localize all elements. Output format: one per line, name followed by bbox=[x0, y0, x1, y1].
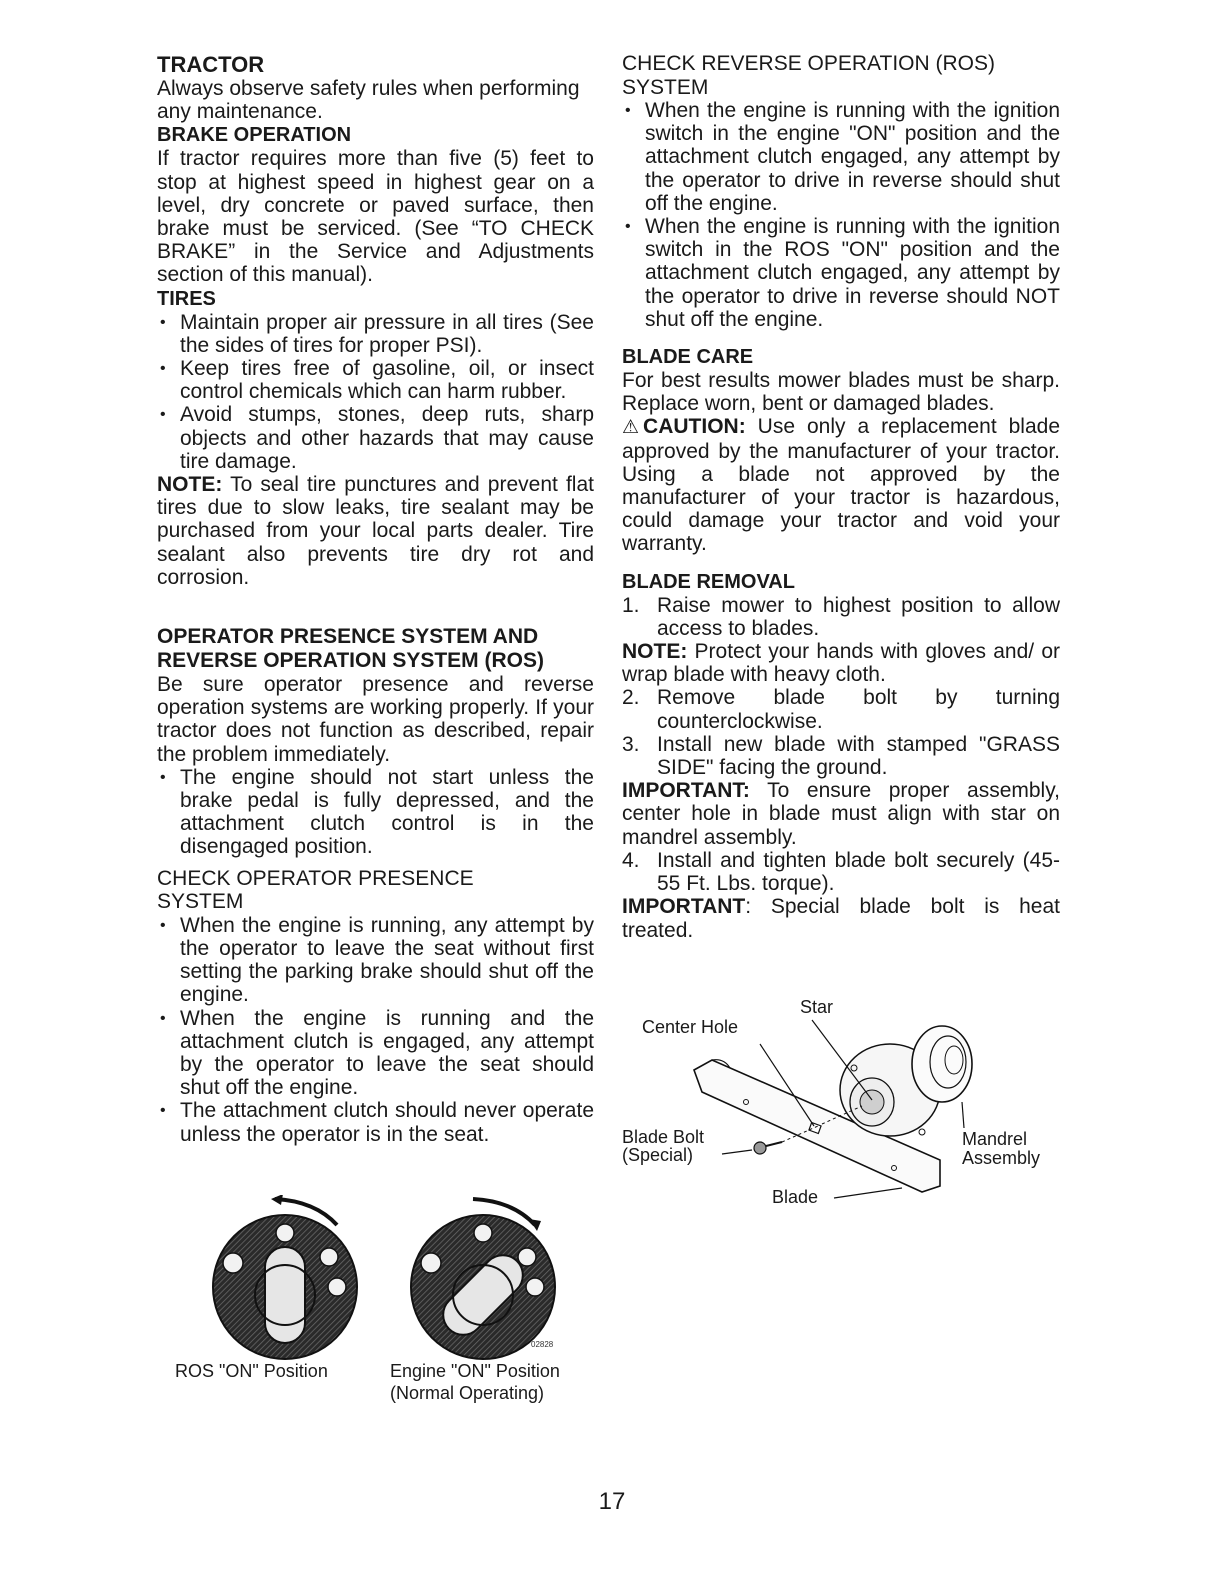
check-ops-list bbox=[157, 914, 594, 1146]
important-note-1 bbox=[622, 779, 1060, 849]
blade-removal-steps-b bbox=[622, 686, 1060, 779]
engine-on-dial bbox=[403, 1195, 563, 1365]
step-number: 4. bbox=[622, 848, 640, 872]
list-item bbox=[622, 686, 1060, 732]
check-ros-heading-line2: SYSTEM bbox=[622, 75, 709, 99]
important-label: IMPORTANT bbox=[622, 895, 746, 919]
ros-dial-drawing bbox=[205, 1195, 365, 1365]
note-text: To seal tire punctures and prevent flat tires due to slow leaks, tire sealant may be purchased from your local parts dealer. Tire sealant also prevents tire dry rot and corrosion. bbox=[157, 473, 594, 589]
ops-heading-line2: REVERSE OPERATION SYSTEM (ROS) bbox=[157, 649, 544, 673]
list-item: • The engine should not start unless the brake pedal is fully depressed, and the attachment clutch control is in the disengaged position. bbox=[157, 766, 594, 859]
part-number: 02828 bbox=[531, 1340, 554, 1349]
blade-care-heading: BLADE CARE bbox=[622, 346, 754, 369]
tires-heading: TIRES bbox=[157, 287, 216, 310]
ros-caption: ROS "ON" Position bbox=[175, 1361, 328, 1381]
tractor-intro: Always observe safety rules when performing any maintenance. bbox=[157, 77, 580, 124]
list-item: • Keep tires free of gasoline, oil, or insect control chemicals which can harm rubber. bbox=[157, 357, 594, 403]
blade-removal-steps-c bbox=[622, 849, 1060, 895]
mandrel-label-line2: Assembly bbox=[962, 1148, 1041, 1168]
center-hole-label: Center Hole bbox=[642, 1017, 739, 1037]
list-item: • The attachment clutch should never operate unless the operator is in the seat. bbox=[157, 1099, 594, 1145]
mandrel-label-line1: Mandrel bbox=[962, 1129, 1028, 1149]
ops-list bbox=[157, 766, 594, 859]
warning-icon: ⚠ bbox=[622, 417, 640, 439]
ops-text: Be sure operator presence and reverse operation systems are working properly. If your tractor does not function as described, repair the problem immediately. bbox=[157, 673, 594, 766]
step-text: Install and tighten blade bolt securely (45-55 Ft. Lbs. torque). bbox=[657, 848, 1060, 896]
tires-note bbox=[157, 473, 594, 589]
blade-assembly-figure bbox=[622, 998, 1062, 1218]
page-number: 17 bbox=[598, 1488, 626, 1515]
tires-list bbox=[157, 311, 594, 473]
tractor-heading: TRACTOR bbox=[157, 52, 265, 77]
ros-on-dial bbox=[205, 1195, 365, 1365]
blade-removal-heading: BLADE REMOVAL bbox=[622, 570, 795, 593]
caution-text: Use only a replacement blade approved by the manufacturer of your tractor. Using a blade not approved by the manufacturer of your tractor is hazardous, could damage your tractor and void your warranty. bbox=[622, 415, 1060, 556]
list-item: • When the engine is running with the ignition switch in the engine "ON" position and the attachment clutch engaged, any attempt by the operator to drive in reverse should shut off the engine. bbox=[622, 99, 1060, 215]
step-number: 2. bbox=[622, 686, 640, 710]
step-text: Install new blade with stamped "GRASS SIDE" facing the ground. bbox=[657, 732, 1060, 780]
important-text: To ensure proper assembly, center hole in blade must align with star on mandrel assembly. bbox=[622, 779, 1060, 849]
engine-dial-drawing bbox=[403, 1195, 563, 1365]
right-column bbox=[622, 52, 1060, 942]
caution-paragraph bbox=[622, 415, 1060, 555]
note-label: NOTE: bbox=[622, 640, 688, 664]
blade-bolt-label-line1: Blade Bolt bbox=[622, 1127, 705, 1147]
blade-label: Blade bbox=[772, 1187, 819, 1207]
step-text: Remove blade bolt by turning counterclockwise. bbox=[657, 686, 1060, 733]
left-column bbox=[157, 52, 594, 1146]
engine-caption-line2: (Normal Operating) bbox=[390, 1383, 545, 1403]
check-ops-heading-line2: SYSTEM bbox=[157, 890, 244, 914]
check-ros-list bbox=[622, 99, 1060, 331]
list-item: • When the engine is running, any attempt by the operator to leave the seat without first setting the parking brake should shut off the engine. bbox=[157, 914, 594, 1007]
note-label: NOTE: bbox=[157, 473, 223, 497]
removal-note bbox=[622, 640, 1060, 686]
engine-caption-line1: Engine "ON" Position bbox=[390, 1361, 560, 1381]
list-item bbox=[622, 849, 1060, 895]
blade-care-text: For best results mower blades must be sharp. Replace worn, bent or damaged blades. bbox=[622, 369, 1060, 416]
step-text: Raise mower to highest position to allow access to blades. bbox=[657, 593, 1060, 640]
step-number: 3. bbox=[622, 732, 640, 756]
brake-text: If tractor requires more than five (5) feet to stop at highest speed in highest gear on a level, dry concrete or paved surface, then brake must be serviced. (See “TO CHECK BRAKE” in the Service and Adjustments section of this manual). bbox=[157, 147, 594, 287]
step-number: 1. bbox=[622, 593, 640, 617]
list-item: • When the engine is running with the ignition switch in the ROS "ON" position and the attachment clutch engaged, any attempt by the operator to drive in reverse should NOT shut off the engine. bbox=[622, 215, 1060, 331]
important-note-2 bbox=[622, 895, 1060, 941]
check-ops-heading-line1: CHECK OPERATOR PRESENCE bbox=[157, 866, 474, 890]
important-text: : Special blade bolt is heat treated. bbox=[622, 895, 1060, 942]
brake-heading: BRAKE OPERATION bbox=[157, 124, 352, 147]
list-item: • Maintain proper air pressure in all tires (See the sides of tires for proper PSI). bbox=[157, 311, 594, 357]
list-item bbox=[622, 594, 1060, 640]
list-item bbox=[622, 733, 1060, 779]
caution-label: CAUTION: bbox=[643, 415, 746, 439]
list-item: • When the engine is running and the attachment clutch is engaged, any attempt by the operator to leave the seat should shut off the engine. bbox=[157, 1007, 594, 1100]
blade-removal-steps-a bbox=[622, 594, 1060, 640]
ignition-dial-figure bbox=[157, 1195, 594, 1415]
list-item: • Avoid stumps, stones, deep ruts, sharp objects and other hazards that may cause tire damage. bbox=[157, 403, 594, 473]
important-label: IMPORTANT: bbox=[622, 779, 750, 803]
check-ros-heading-line1: CHECK REVERSE OPERATION (ROS) bbox=[622, 52, 995, 75]
note-text: Protect your hands with gloves and/ or wrap blade with heavy cloth. bbox=[622, 640, 1060, 687]
ops-heading-line1: OPERATOR PRESENCE SYSTEM AND bbox=[157, 625, 539, 649]
star-label: Star bbox=[800, 997, 834, 1017]
blade-bolt-label-line2: (Special) bbox=[622, 1145, 694, 1165]
